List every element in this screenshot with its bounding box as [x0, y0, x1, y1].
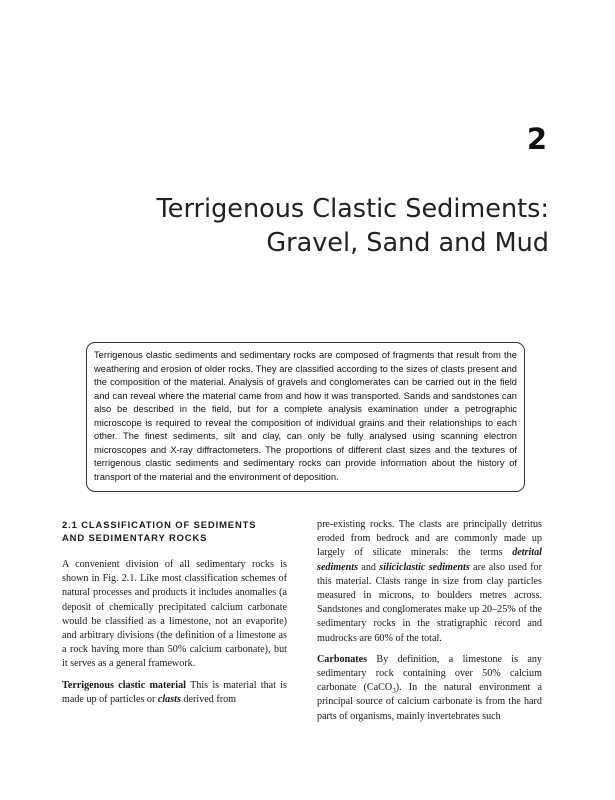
paragraph-text: are also used for this material. Clasts range in size from clay particles measured in microns, to boulders metres across. Sandstones and conglomerates make up 20–25% of the sedimentary rocks in the stratigraphic record and mudrocks are 60% of the total. — [317, 561, 542, 644]
paragraph-text: This is material that is made up of particles or — [62, 679, 287, 705]
paragraph-carbonates — [317, 653, 542, 724]
paragraph-text: and — [358, 561, 380, 573]
section-heading-line-1: 2.1 CLASSIFICATION OF SEDIMENTS — [62, 519, 257, 530]
paragraph-text: By definition, a limestone is any sedimentary rock containing over 50% calcium carbonate (CaCO — [317, 653, 542, 694]
section-heading — [62, 518, 287, 544]
paragraph-terrigenous — [62, 679, 287, 707]
emphasis-siliciclastic-sediments: siliciclastic sediments — [379, 561, 470, 573]
paragraph-classification: A convenient division of all sedimentary rocks is shown in Fig. 2.1. Like most classification schemes of natural processes and products it includes anomalies (a deposit of chemically precipitated calcium carbonate would be classified as a limestone, not an evaporite) and arbitrary divisions (the definition of a limestone as a rock having more than 50% calcium carbonate), but it serves as a general framework. — [62, 559, 287, 670]
abstract-text: Terrigenous clastic sediments and sedimentary rocks are composed of fragments that result from the weathering and erosion of older rocks. They are classified according to the sizes of clasts present and the composition of the material. Analysis of gravels and conglomerates can be carried out in the field and can reveal where the material came from and how it was transported. Sands and sandstones can also be described in the field, but for a complete analysis examination under a petrographic microscope is required to reveal the composition of individual grains and their relationships to each other. The finest sediments, silt and clay, can only be fully analysed using scanning electron microscopes and X-ray diffractometers. The proportions of different clast sizes and the textures of terrigenous clastic sediments and sedimentary rocks can provide information about the history of transport of the material and the environment of deposition. — [94, 350, 517, 482]
chapter-number: 2 — [526, 122, 547, 156]
term-terrigenous-clastic-material: Terrigenous clastic material — [62, 679, 186, 691]
left-column — [62, 518, 287, 707]
right-column — [317, 518, 542, 724]
term-carbonates: Carbonates — [317, 653, 368, 665]
chapter-title-line-1: Terrigenous Clastic Sediments: — [156, 194, 549, 224]
emphasis-detrital-sediments: detrital sediments — [317, 547, 542, 573]
chapter-title-line-2: Gravel, Sand and Mud — [266, 228, 549, 258]
subscript-3: 3 — [392, 687, 396, 696]
section-heading-line-2: AND SEDIMENTARY ROCKS — [62, 532, 208, 543]
abstract-box — [86, 342, 525, 492]
paragraph-text: pre-existing rocks. The clasts are principally detritus eroded from bedrock and are commonly made up largely of silicate minerals: the terms — [317, 519, 542, 559]
paragraph-text: derived from — [180, 693, 237, 705]
emphasis-clasts: clasts — [157, 693, 181, 705]
paragraph-text: ). In the natural environment a principal source of calcium carbonate is from the hard parts of organisms, mainly invertebrates such — [317, 682, 542, 722]
chapter-title — [157, 192, 549, 260]
paragraph-pre-existing-rocks — [317, 518, 542, 646]
